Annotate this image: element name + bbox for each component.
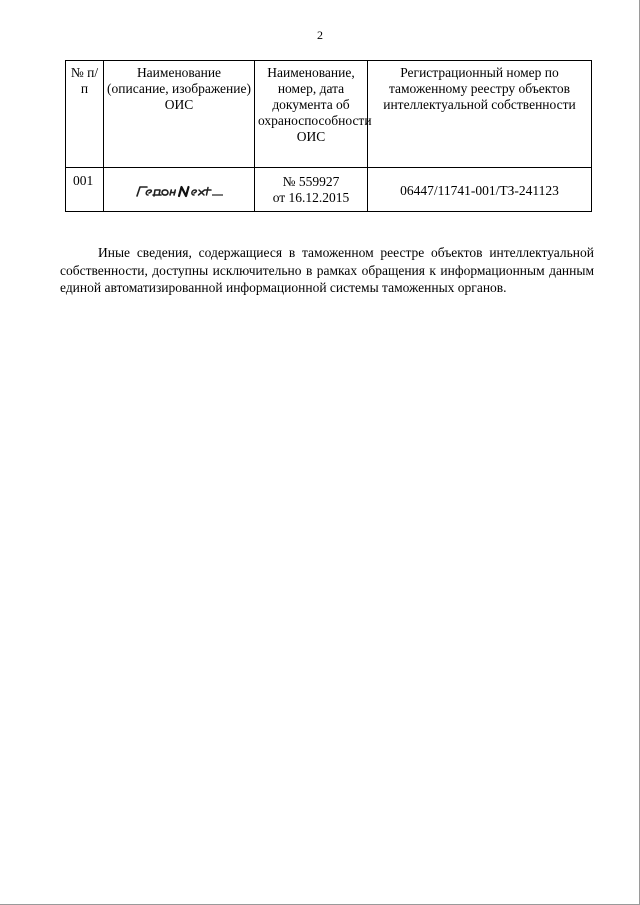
header-doc xyxy=(255,61,372,168)
header-num-label: № п/п xyxy=(70,65,99,96)
row-num-cell xyxy=(66,168,104,212)
header-num xyxy=(66,61,104,168)
gedon-next-logo-icon xyxy=(133,184,225,198)
header-doc-label: Наименование, номер, дата документа об охраноспособности ОИС xyxy=(258,65,372,144)
header-reg-label: Регистрационный номер по таможенному реестру объектов интеллектуальной собственности xyxy=(383,65,576,112)
row-num: 001 xyxy=(73,173,94,188)
info-paragraph: Иные сведения, содержащиеся в таможенном реестре объектов интеллектуальной собственности, доступны исключительно в рамках обращения к информационным данным единой автоматизированной информационной системы таможенных органов. xyxy=(60,245,594,295)
row-doc-number: № 559927 xyxy=(282,173,340,189)
row-logo-cell xyxy=(104,168,255,212)
ip-register-table xyxy=(65,60,592,212)
row-doc-date: от 16.12.2015 xyxy=(272,189,350,205)
row-doc-cell xyxy=(255,168,368,212)
row-reg-number: 06447/11741-001/ТЗ-241123 xyxy=(400,182,559,198)
header-name xyxy=(104,61,255,168)
page-number: 2 xyxy=(317,28,323,42)
row-reg-cell xyxy=(368,168,592,212)
table-row xyxy=(66,168,592,212)
table-header-row xyxy=(66,61,592,168)
header-name-label: Наименование (описание, изображение) ОИС xyxy=(107,65,251,112)
header-reg xyxy=(368,61,592,168)
